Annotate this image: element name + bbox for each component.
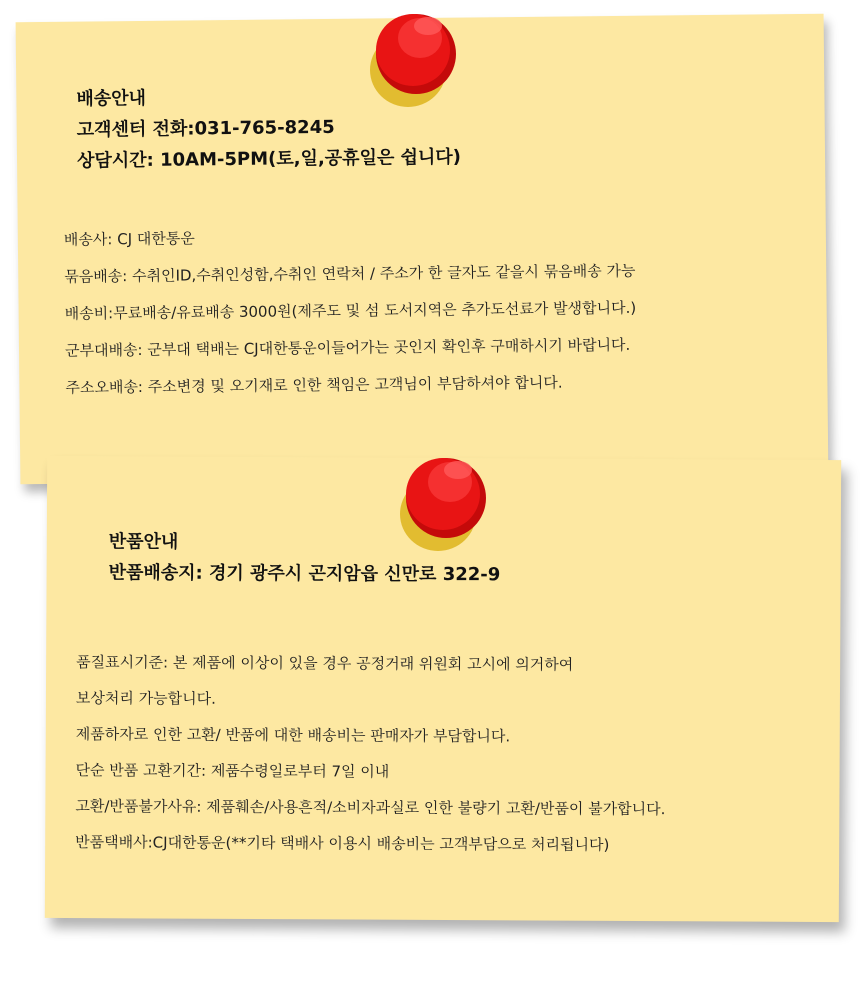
returns-line-defect-shipping: 제품하자로 인한 고환/ 반품에 대한 배송비는 판매자가 부담합니다. [75,725,511,746]
shipping-heading-hours: 상담시간: 10AM-5PM(토,일,공휴일은 쉽니다) [76,146,462,172]
returns-line-quality-standard: 품질표시기준: 본 제품에 이상이 있을 경우 공정거래 위원회 고시에 의거하여 [76,653,574,674]
push-pin-icon [388,446,498,556]
shipping-line-carrier: 배송사: CJ 대한통운 [63,229,195,249]
shipping-line-fee: 배송비:무료배송/유료배송 3000원(제주도 및 섬 도서지역은 추가도선료가 발생합니다.) [64,298,637,323]
returns-line-period: 단순 반품 고환기간: 제품수령일로부터 7일 이내 [75,761,390,781]
shipping-line-bundle: 묶음배송: 수취인ID,수취인성함,수취인 연락처 / 주소가 한 글자도 같을시 묶음배송 가능 [64,261,636,286]
shipping-details [64,216,637,407]
shipping-line-wrong-address: 주소오배송: 주소변경 및 오기재로 인한 책임은 고객님이 부담하셔야 합니다. [65,373,563,397]
shipping-heading-title: 배송안내 [76,87,147,110]
returns-line-not-allowed: 고환/반품불가사유: 제품훼손/사용흔적/소비자과실로 인한 불량기 고환/반품이 불가합니다. [75,797,666,819]
returns-heading-title: 반품안내 [108,531,179,553]
shipping-heading-phone: 고객센터 전화:031-765-8245 [76,116,335,141]
returns-heading-address: 반품배송지: 경기 광주시 곤지암읍 신만로 322-9 [108,562,501,586]
returns-line-compensation: 보상처리 가능합니다. [75,689,216,708]
returns-line-carrier: 반품택배사:CJ대한통운(**기타 택배사 이용시 배송비는 고객부담으로 처리됩니다) [75,833,610,854]
returns-details [75,644,666,863]
push-pin-icon [358,2,468,112]
shipping-line-military: 군부대배송: 군부대 택배는 CJ대한통운이들어가는 곳인지 확인후 구매하시기 바랍니다. [64,335,631,360]
